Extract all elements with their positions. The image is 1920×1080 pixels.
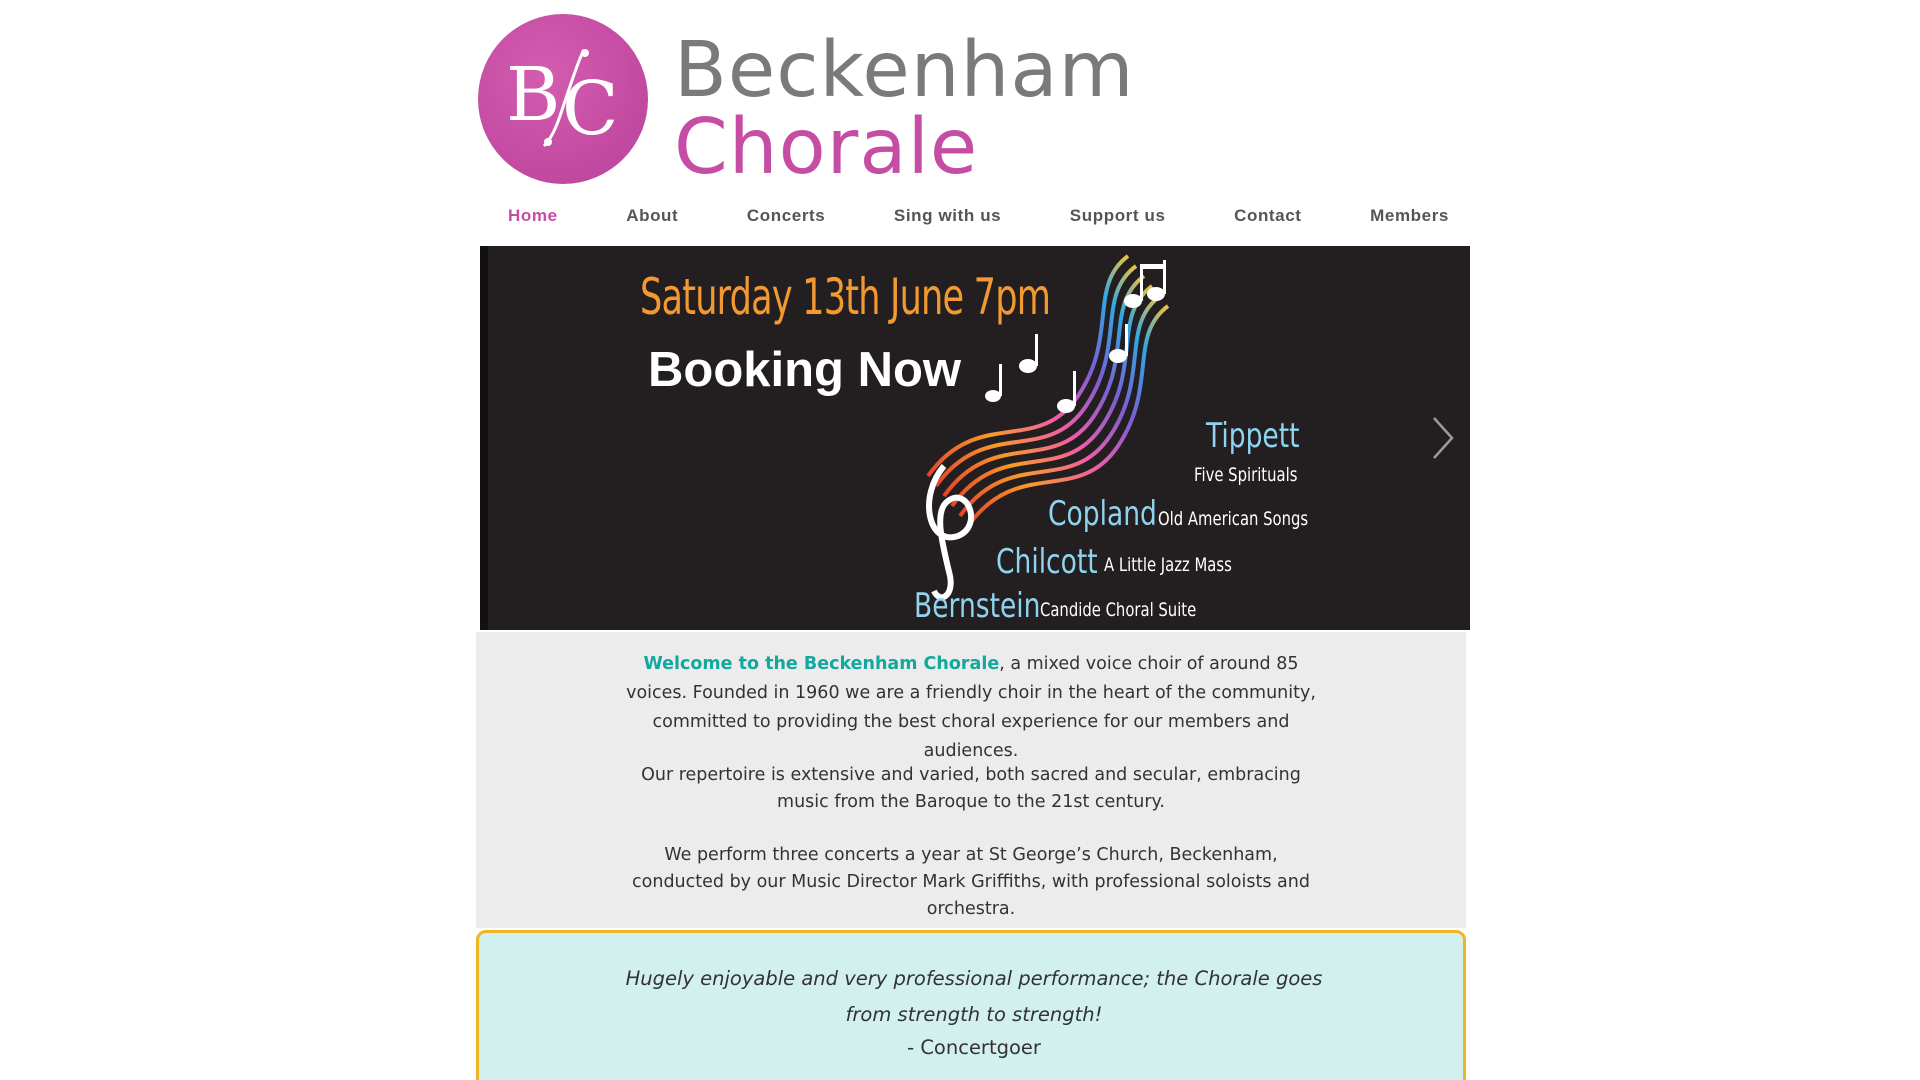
programme-work: Five Spirituals bbox=[1194, 464, 1298, 486]
intro-paragraph-2: Our repertoire is extensive and varied, both sacred and secular, embracing music from the Baroque to the 21st century. bbox=[641, 765, 1301, 812]
logo-text-chorale[interactable]: Chorale bbox=[674, 103, 979, 192]
intro-paragraph-3: We perform three concerts a year at St George’s Church, Beckenham, conducted by our Music Director Mark Griffiths, with professional soloists and orchestra. bbox=[632, 845, 1310, 919]
testimonial-author: - Concertgoer bbox=[907, 1036, 1041, 1059]
site-header bbox=[478, 14, 1135, 192]
logo-mark[interactable] bbox=[478, 14, 648, 184]
intro-paragraph-1 bbox=[476, 650, 1466, 766]
nav-concerts[interactable]: Concerts bbox=[746, 206, 826, 225]
hero-slider[interactable] bbox=[480, 246, 1470, 630]
programme-composer: Bernstein bbox=[914, 586, 1041, 626]
welcome-heading: Welcome to the Beckenham Chorale bbox=[643, 654, 1000, 674]
programme-work: A Little Jazz Mass bbox=[1104, 554, 1232, 576]
programme-work: Candide Choral Suite bbox=[1040, 599, 1197, 621]
programme-composer: Copland bbox=[1048, 494, 1157, 534]
programme-composer: Chilcott bbox=[996, 542, 1098, 582]
programme-composer: Tippett bbox=[1206, 416, 1300, 456]
chevron-right-icon[interactable] bbox=[1428, 414, 1458, 462]
main-nav bbox=[480, 200, 1475, 232]
logo-letter-c: C bbox=[562, 66, 619, 152]
logo-text-beckenham[interactable]: Beckenham bbox=[674, 26, 1135, 115]
nav-contact[interactable]: Contact bbox=[1234, 206, 1302, 225]
nav-support-us[interactable]: Support us bbox=[1069, 206, 1166, 225]
logo-letter-b: B bbox=[506, 52, 561, 138]
nav-about[interactable]: About bbox=[626, 206, 679, 225]
intro-paragraph-1-text: , a mixed voice choir of around 85 voices. Founded in 1960 we are a friendly choir in the heart of the community, committed to providing the best choral experience for our members and audiences. bbox=[626, 654, 1316, 761]
testimonial-quote: Hugely enjoyable and very professional performance; the Chorale goes from strength to strength! bbox=[625, 967, 1323, 1026]
nav-home[interactable]: Home bbox=[508, 206, 558, 225]
nav-sing-with-us[interactable]: Sing with us bbox=[893, 206, 1002, 225]
nav-members[interactable]: Members bbox=[1370, 206, 1449, 225]
programme-work: Old American Songs bbox=[1158, 508, 1309, 530]
intro-section bbox=[476, 632, 1466, 928]
testimonial-box bbox=[476, 930, 1466, 1080]
hero-date: Saturday 13th June 7pm bbox=[640, 268, 1051, 326]
hero-booking-now: Booking Now bbox=[648, 343, 962, 397]
